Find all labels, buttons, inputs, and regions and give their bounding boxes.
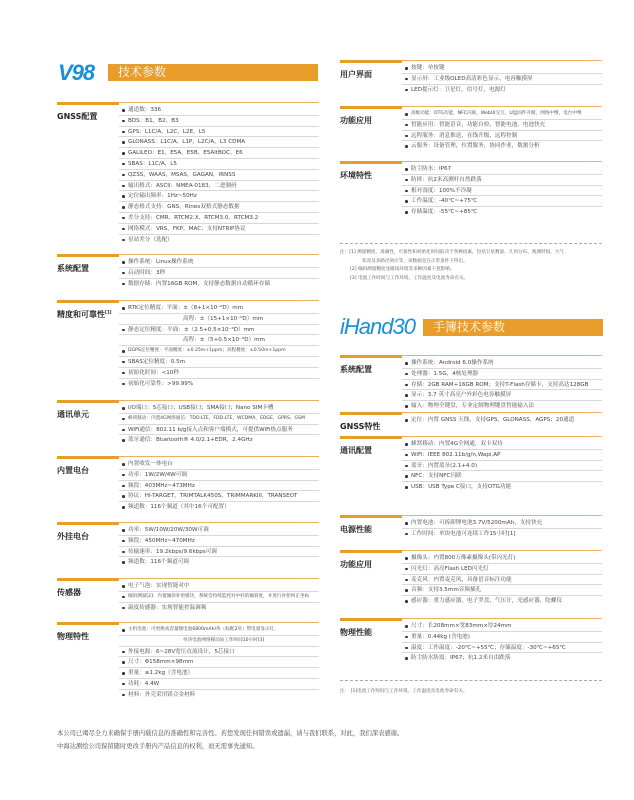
section-title xyxy=(340,559,372,570)
section-title-text: GNSS配置 xyxy=(57,112,98,121)
section-title-text: 环境特性 xyxy=(340,171,372,180)
spec-item: 防摔：抗2米高测杆自然跌落 xyxy=(402,175,602,186)
spec-list xyxy=(402,553,602,607)
section-rule xyxy=(119,522,319,523)
spec-item: 主机电池：可更换高容量锂电池6800mAh/块（标配2块）带电量显示灯， xyxy=(119,625,319,636)
spec-item: 倾斜测量[2]：内置倾斜补偿模块，系统会持续监控对中杆的倾斜度，并进行补偿纠正坐标 xyxy=(119,592,319,603)
spec-item: 定位输出频率：1Hz~50Hz xyxy=(119,191,319,202)
spec-item: 电子气泡：实现智能对中 xyxy=(119,581,319,592)
section-accent-bar xyxy=(57,622,119,625)
spec-item: 处理器：1.5G，4核处理器 xyxy=(402,369,602,380)
spec-list xyxy=(402,109,602,152)
spec-item: WiFi：IEEE 802.11b/g/n,Wapi,AP xyxy=(402,450,602,461)
spec-list xyxy=(402,358,602,412)
spec-list xyxy=(402,415,602,426)
spec-item: NFC：支持NFC闪联 xyxy=(402,471,602,482)
spec-item: SBAS定位精度：0.5m xyxy=(119,357,319,368)
section-rule xyxy=(402,515,602,516)
spec-item: GLONASS：L1C/A，L1P，L2C/A，L3 CDMA xyxy=(119,137,319,148)
spec-item: 尺寸：Φ158mm×98mm xyxy=(119,657,319,668)
section-rule xyxy=(402,355,602,356)
spec-item: 频道数：116个频道（其中16个可配置） xyxy=(119,502,319,513)
section-title xyxy=(340,69,372,80)
spec-item: SBAS：L1C/A，L5 xyxy=(119,159,319,170)
footnote-ref: [1] xyxy=(105,309,112,315)
section-title-text: 内置电台 xyxy=(57,466,89,475)
section-accent-bar xyxy=(57,254,119,257)
spec-item: 蜂窝移动：内置4G网络通信：TDD-LTE，FDD-LTE，WCDMA，EDGE，GPRS，GSM xyxy=(119,414,319,425)
note-line: 状况及多路径效应等，该数据是在正常条件下得出。 xyxy=(362,258,468,264)
v98-notes xyxy=(340,249,605,283)
section-accent-bar xyxy=(340,161,402,164)
spec-item: 相对湿度：100%不冷凝 xyxy=(402,186,602,197)
spec-list xyxy=(402,63,602,95)
section-title-text: 通讯配置 xyxy=(340,446,372,455)
ihand30-logo: iHand30 xyxy=(340,314,415,339)
section-title xyxy=(57,111,97,122)
section-rule xyxy=(119,578,319,579)
section-accent-bar xyxy=(57,400,119,403)
spec-list xyxy=(402,439,602,493)
section-accent-bar xyxy=(57,300,119,303)
spec-item: 静态定位精度：平面：±（2.5+0.5×10⁻⁶D）mm xyxy=(119,325,319,336)
spec-item: 定位：内置 GNSS 天线，支持GPS，GLONASS，AGPS；20通道 xyxy=(402,415,602,426)
section-title xyxy=(57,631,89,642)
section-title-text: 系统配置 xyxy=(57,264,89,273)
spec-item: 材料：外壳采用镁合金材料 xyxy=(119,690,319,701)
spec-item: 防尘防水防震：IP67；抗1.2米自由跌落 xyxy=(402,653,602,664)
section-accent-bar xyxy=(57,102,119,105)
spec-item: 摄像头：内置800万像素摄像头(带闪光灯) xyxy=(402,553,602,564)
section-accent-bar xyxy=(340,355,402,358)
spec-item: 智能应用：智能语音，功能自检，智能电池、电池快充 xyxy=(402,120,602,131)
spec-item: 存储温度：-55℃~+85℃ xyxy=(402,207,602,218)
spec-item: 高程：±（5+0.5×10⁻⁶D）mm xyxy=(119,335,319,346)
spec-item: 高程：±（15+1×10⁻⁶D）mm xyxy=(119,314,319,325)
note-line: [2] 倾斜测量精度受磁场环境等多种因素干扰影响。 xyxy=(350,267,455,272)
spec-item: 功耗：4.4W xyxy=(119,679,319,690)
spec-item: 功率：5W/10W/20W/30W可调 xyxy=(119,525,319,536)
spec-item: 输出格式：ASCII：NMEA-0183，二进制码 xyxy=(119,181,319,192)
section-title-text: 物理性能 xyxy=(340,628,372,637)
spec-item: 内置收发一体电台 xyxy=(119,459,319,470)
spec-item: 显示：3.7 英寸高亮户外彩色电容触摸屏 xyxy=(402,390,602,401)
spec-item: 星站差分（选配） xyxy=(119,235,319,246)
section-rule xyxy=(402,436,602,437)
section-rule xyxy=(402,550,602,551)
section-title xyxy=(57,531,89,542)
spec-item: I/O端口：5芯接口；USB接口；SMA接口；Nano SIM卡槽 xyxy=(119,403,319,414)
section-title xyxy=(57,409,89,420)
spec-item: 温度传感器：实现智能控温调频 xyxy=(119,603,319,614)
spec-list xyxy=(119,525,319,568)
spec-item: QZSS，WAAS，MSAS，GAGAN，IRNSS xyxy=(119,170,319,181)
spec-item: 静态格式支持：GNS，Rinex双格式静态数据 xyxy=(119,202,319,213)
section-accent-bar xyxy=(340,515,402,518)
spec-item: 操作系统：Android 6.0操作系统 xyxy=(402,358,602,369)
spec-item: 蓝牙：内置蓝牙(2.1+4.0) xyxy=(402,461,602,472)
spec-item: 防尘防水：IP67 xyxy=(402,164,602,175)
spec-item: 音频：支持3.5mm音频插孔 xyxy=(402,585,602,596)
spec-item: GALILEO：E1，E5A，E5B，E5AltBOC，E6 xyxy=(119,148,319,159)
section-title-text: 用户界面 xyxy=(340,70,372,79)
section-rule xyxy=(119,300,319,301)
spec-list xyxy=(402,518,602,540)
spec-item: 频道数：116个频道可调 xyxy=(119,557,319,568)
spec-item: 麦克风：内置麦克风，具备语音标注功能 xyxy=(402,575,602,586)
section-accent-bar xyxy=(340,412,402,415)
spec-item: 工作温度：-40℃~+75℃ xyxy=(402,196,602,207)
divider xyxy=(340,243,602,244)
spec-item: 尺寸：长208mm×宽83mm×厚24mm xyxy=(402,621,602,632)
section-rule xyxy=(119,456,319,457)
spec-item: 网络模式：VRS，FKP，MAC；支持NTRIP协议 xyxy=(119,224,319,235)
spec-list xyxy=(402,164,602,218)
spec-item: 显示屏：工业级OLED高清彩色显示，电容触摸屏 xyxy=(402,74,602,85)
section-title-text: 通讯单元 xyxy=(57,410,89,419)
spec-item: 协议：HI-TARGET，TRIMTALK450S，TRIMMARKIII，TRANSEOT xyxy=(119,491,319,502)
section-title-text: GNSS特性 xyxy=(340,422,381,431)
section-title xyxy=(57,587,81,598)
section-accent-bar xyxy=(340,618,402,621)
section-title xyxy=(340,421,380,432)
spec-list xyxy=(402,621,602,664)
spec-item: 传输速率：19.2kbps/9.6kbps可调 xyxy=(119,547,319,558)
spec-item: 云服务：设备管理，位置服务，协同作业，数据分析 xyxy=(402,141,602,152)
section-title-text: 传感器 xyxy=(57,588,81,597)
spec-item: 输入：物理全键盘，专业定制物理键盘智能输入法 xyxy=(402,401,602,412)
footer-rights: 中海达测绘公司保留随时更改手册内产品信息的权利，而无需事先通知。 xyxy=(57,743,259,750)
note-line: 注：[1] 测量精度、准确性、可靠性和初始化时间取决于各种因素，包括卫星数量、几何分布、观测时间、大气 xyxy=(340,250,564,255)
spec-item: BDS：B1，B2，B3 xyxy=(119,116,319,127)
spec-item: 工作时间：单块电池可连续工作15小时[1] xyxy=(402,529,602,540)
spec-item: 功率：1W/2W/4W可调 xyxy=(119,470,319,481)
v98-logo: V98 xyxy=(58,60,95,85)
ihand30-banner: 手簿技术参数 xyxy=(423,319,603,336)
section-title xyxy=(340,627,372,638)
section-title-text: 精度和可靠性 xyxy=(57,310,105,319)
v98-banner: 技术参数 xyxy=(108,64,318,81)
spec-item: 差分支持：CMR、RTCM2.X、RTCM3.0、RTCM3.2 xyxy=(119,213,319,224)
spec-item: 频段：403MHz~473MHz xyxy=(119,481,319,492)
section-title xyxy=(340,364,372,375)
section-title xyxy=(57,309,111,320)
spec-item: 重量：≤1.2kg（含电池） xyxy=(119,668,319,679)
section-accent-bar xyxy=(57,522,119,525)
spec-list xyxy=(119,625,319,701)
spec-item: 初始化可靠性：>99.99% xyxy=(119,379,319,390)
section-accent-bar xyxy=(340,60,402,63)
section-rule xyxy=(402,161,602,162)
section-title-text: 物理特性 xyxy=(57,632,89,641)
spec-item: 闪光灯：高亮Flash LED闪光灯 xyxy=(402,564,602,575)
spec-item: 数据存储：内置16GB ROM，支持静态数据自动循环存储 xyxy=(119,279,319,290)
section-rule xyxy=(119,622,319,623)
spec-list xyxy=(119,403,319,446)
section-accent-bar xyxy=(340,436,402,439)
section-rule xyxy=(402,106,602,107)
section-title xyxy=(340,445,372,456)
spec-list xyxy=(119,459,319,513)
spec-item: 操作系统：Linux操作系统 xyxy=(119,257,319,268)
section-accent-bar xyxy=(340,550,402,553)
section-title xyxy=(57,465,89,476)
section-title xyxy=(57,263,89,274)
spec-item: LED提示灯：卫星灯，信号灯，电源灯 xyxy=(402,85,602,96)
spec-item: GPS：L1C/A，L2C，L2E，L5 xyxy=(119,127,319,138)
section-rule xyxy=(119,102,319,103)
spec-item: 按键：单按键 xyxy=(402,63,602,74)
spec-item: RTK定位精度：平面：±（8+1×10⁻⁶D）mm xyxy=(119,303,319,314)
spec-item: 重量：0.44kg (含电池) xyxy=(402,632,602,643)
section-title-text: 系统配置 xyxy=(340,365,372,374)
section-accent-bar xyxy=(340,106,402,109)
spec-list xyxy=(119,303,319,389)
spec-item: 感应器：重力感应器，电子罗盘，气压计，光感应器，陀螺仪 xyxy=(402,596,602,607)
spec-item: 温度：工作温度：-20℃~+55℃；存储温度：-30℃~+65℃ xyxy=(402,643,602,654)
spec-item: 存储：2GB RAM+16GB ROM；支持T-Flash存储卡，支持高达128GB xyxy=(402,380,602,391)
spec-item: 内置电池：可拆卸锂电池3.7V/5200mAh，支持快充 xyxy=(402,518,602,529)
section-accent-bar xyxy=(57,456,119,459)
section-title-text: 电源性能 xyxy=(340,525,372,534)
section-title-text: 外挂电台 xyxy=(57,532,89,541)
spec-item: 频段：450MHz~470MHz xyxy=(119,536,319,547)
spec-item: 蜂窝移动：内置4G全网通，双卡双待 xyxy=(402,439,602,450)
section-rule xyxy=(402,60,602,61)
section-accent-bar xyxy=(57,578,119,581)
spec-item: 蓝牙通信：Bluetooth® 4.0/2.1+EDR，2.4GHz xyxy=(119,435,319,446)
spec-item: WiFi通信：802.11 b/g接入点和客户端模式，可提供WiFi热点服务 xyxy=(119,425,319,436)
spec-item: 单块电池网络移动站工作时间10小时[3] xyxy=(119,636,319,647)
section-title-text: 功能应用 xyxy=(340,560,372,569)
spec-list xyxy=(119,581,319,613)
section-title-text: 功能应用 xyxy=(340,116,372,125)
spec-item: 通道数：336 xyxy=(119,105,319,116)
footer-disclaimer: 本公司已竭尽全力来确保手册内载信息的准确性和完善性。若您发现任何错误或遗漏，请与我们联系，对此，我们深表感谢。 xyxy=(57,730,404,737)
section-title xyxy=(340,115,372,126)
spec-item: 远程服务：消息推送、在线升级、远程控制 xyxy=(402,131,602,142)
note-line: [3] 电池工作时间与工作环境、工作温度及电池寿命有关。 xyxy=(350,275,469,281)
section-title xyxy=(340,524,372,535)
section-rule xyxy=(402,618,602,619)
spec-item: 初始化时间：<10秒 xyxy=(119,368,319,379)
spec-item: 启动时间：3秒 xyxy=(119,268,319,279)
spec-item: 高级功能：OTG功能，NFC闪联，WebUI交互，U盘固件升级，网络中继，电台中继 xyxy=(402,109,602,120)
spec-item: 外接电源：6~28V宽压直流设计，5芯接口 xyxy=(119,647,319,658)
section-rule xyxy=(402,412,602,413)
section-rule xyxy=(119,400,319,401)
ihand30-note: 注： [1]电池工作时间与工作环境、工作温度及电池寿命有关。 xyxy=(340,689,468,694)
spec-item: USB：USB Type C接口，支持OTG功能 xyxy=(402,482,602,493)
spec-list xyxy=(119,105,319,245)
spec-list xyxy=(119,257,319,289)
section-rule xyxy=(119,254,319,255)
spec-item: DGPS定位精度：平面精度：±0.25m+1ppm；高程精度：±0.50m+1ppm xyxy=(119,346,319,357)
divider xyxy=(340,680,602,681)
section-title xyxy=(340,170,372,181)
